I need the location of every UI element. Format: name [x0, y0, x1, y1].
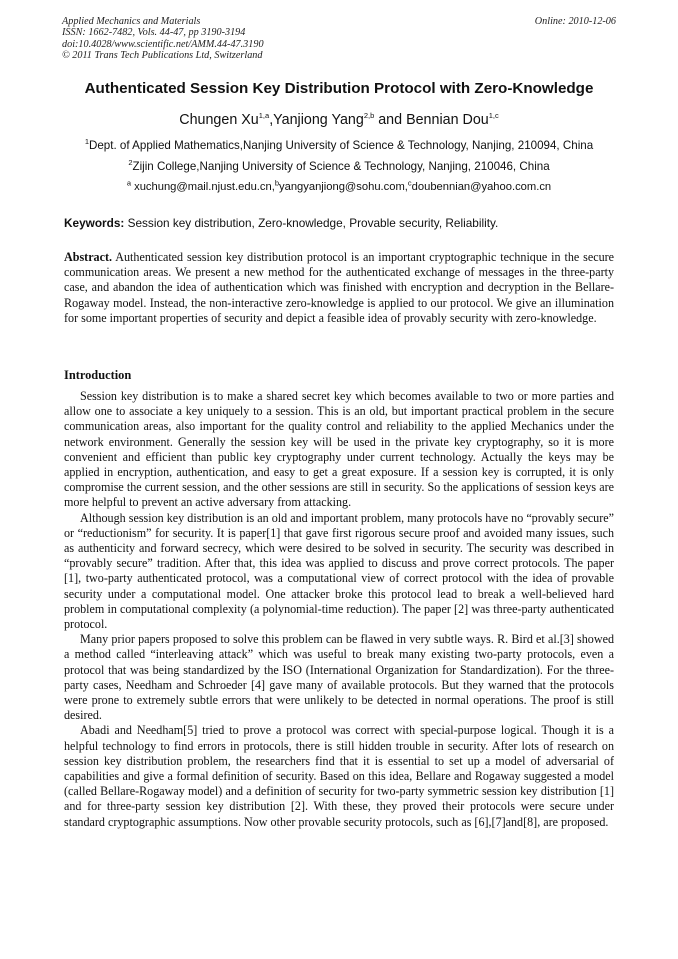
author-emails: [0, 178, 678, 193]
paper-title: Authenticated Session Key Distribution Protocol with Zero-Knowledge: [84, 80, 594, 97]
journal-doi: doi:10.4028/www.scientific.net/AMM.44-47.3190: [62, 38, 264, 50]
introduction-body: [64, 389, 614, 830]
affiliation-text: Zijin College,Nanjing University of Science & Technology, Nanjing, 210046, China: [132, 160, 550, 173]
author-list: [0, 112, 678, 128]
section-heading-introduction: Introduction: [64, 368, 132, 382]
keywords: [64, 216, 616, 230]
journal-issn: ISSN: 1662-7482, Vols. 44-47, pp 3190-3194: [62, 27, 246, 39]
journal-name: Applied Mechanics and Materials: [62, 16, 201, 27]
author-name: Chungen Xu: [179, 112, 259, 128]
affiliation: [0, 139, 678, 152]
email-address: xuchung@mail.njust.edu.cn,: [134, 181, 275, 193]
body-paragraph: Although session key distribution is an old and important problem, many protocols have no “provably secure” or “reductionism” for security. It is paper[1] that gave first rigorous secure proof and avoided many issues, such as authenticity and forward secrecy, which were desired to be solved in security. The security was described in “provably secure” tradition. After that, this idea was applied to discuss and prove correct protocols. The paper [1], two-party authenticated protocol, was a computational view of correct protocol with the idea of provable security under a computational model. One attacker broke this protocol lead to break a well-believed hard problem in computational complexity (a polynomial-time reduction). The paper [2] was three-party authenticated protocol.: [64, 510, 614, 632]
author-superscript: 1,a: [258, 111, 270, 121]
body-paragraph: Abadi and Needham[5] tried to prove a protocol was correct with special-purpose logical. Though it is a helpful technology to find errors in protocols, there is still hidden trouble in security. After lots of research on session key distribution problem, the researchers find that it is essential to set up a model of adversarial of capabilities and give a formal definition of security. Based on this idea, Bellare and Rogaway suggested a model (called Bellare-Rogaway model) and a definition of security for two-party symmetric session key distribution [1] and for three-party session key distribution [2]. With these, they proved their protocols were secure under standard cryptographic assumptions. Now other provable security protocols, such as [6],[7]and[8], are proposed.: [64, 723, 614, 829]
author-separator: and: [374, 112, 407, 128]
email-address: doubennian@yahoo.com.cn: [411, 181, 552, 193]
author-name: Bennian Dou: [406, 112, 489, 128]
keywords-text: Session key distribution, Zero-knowledge, Provable security, Reliability.: [127, 216, 499, 230]
abstract-label: Abstract.: [64, 250, 113, 264]
author-superscript: 1,c: [488, 111, 499, 121]
affiliation-text: Dept. of Applied Mathematics,Nanjing University of Science & Technology, Nanjing, 210094, China: [88, 139, 594, 152]
affiliation-superscript: 1: [84, 137, 89, 147]
author-name: Yanjiong Yang: [273, 112, 364, 128]
email-superscript: b: [274, 178, 279, 188]
body-paragraph: Session key distribution is to make a shared secret key which becomes available to two or more parties and allow one to associate a key uniquely to a session. This is an old, but important practical problem in the secure communication areas, also important for the quality control and reliability to the applied Mechanics under the network environment. Generally the session key will be used in the private key cryptography, so it is more convenient and efficient than public key cryptography under current technology. Actually the keys may be applied in encryption, authentication, and easy to get a great exposure. If a session key is corrupted, it is only compromise the current session, and the other sessions are still in security. So the applications of session keys are more helpful to prevent an active adversary from attacking.: [64, 389, 614, 510]
abstract-text: Authenticated session key distribution protocol is an important cryptographic technique in the secure communication areas. We present a new method for the authenticated exchange of messages in the three-party case, and abandon the idea of authentication which was finished with encryption and decryption in the Bellare-Rogaway model. Instead, the non-interactive zero-knowledge is applied to our protocol. We give an illumination for some important properties of security and depict a feasible idea of provably security with zero-knowledge.: [64, 250, 615, 325]
abstract: [64, 250, 614, 326]
journal-header: [62, 16, 264, 62]
email-superscript: a: [126, 178, 131, 188]
affiliation: [0, 160, 678, 173]
author-superscript: 2,b: [363, 111, 375, 121]
body-paragraph: Many prior papers proposed to solve this problem can be flawed in very subtle ways. R. Bird et al.[3] showed a method called “interleaving attack” which was useful to break many existing two-party protocols, even a protocol that was being standardized by the ISO (International Organization for Standardization). For the three-party cases, Needham and Schroeder [4] gave many of available protocols. But they warned that the protocols were prone to extremely subtle errors that were unlikely to be detected in normal operations. The proof is still desired.: [64, 632, 614, 723]
journal-copyright: © 2011 Trans Tech Publications Ltd, Switzerland: [62, 50, 263, 62]
keywords-label: Keywords:: [64, 216, 125, 230]
email-address: yangyanjiong@sohu.com,: [279, 181, 408, 193]
online-date: Online: 2010-12-06: [534, 16, 616, 27]
affiliation-superscript: 2: [128, 158, 133, 168]
email-superscript: c: [407, 178, 412, 188]
author-separator: ,: [269, 112, 274, 128]
